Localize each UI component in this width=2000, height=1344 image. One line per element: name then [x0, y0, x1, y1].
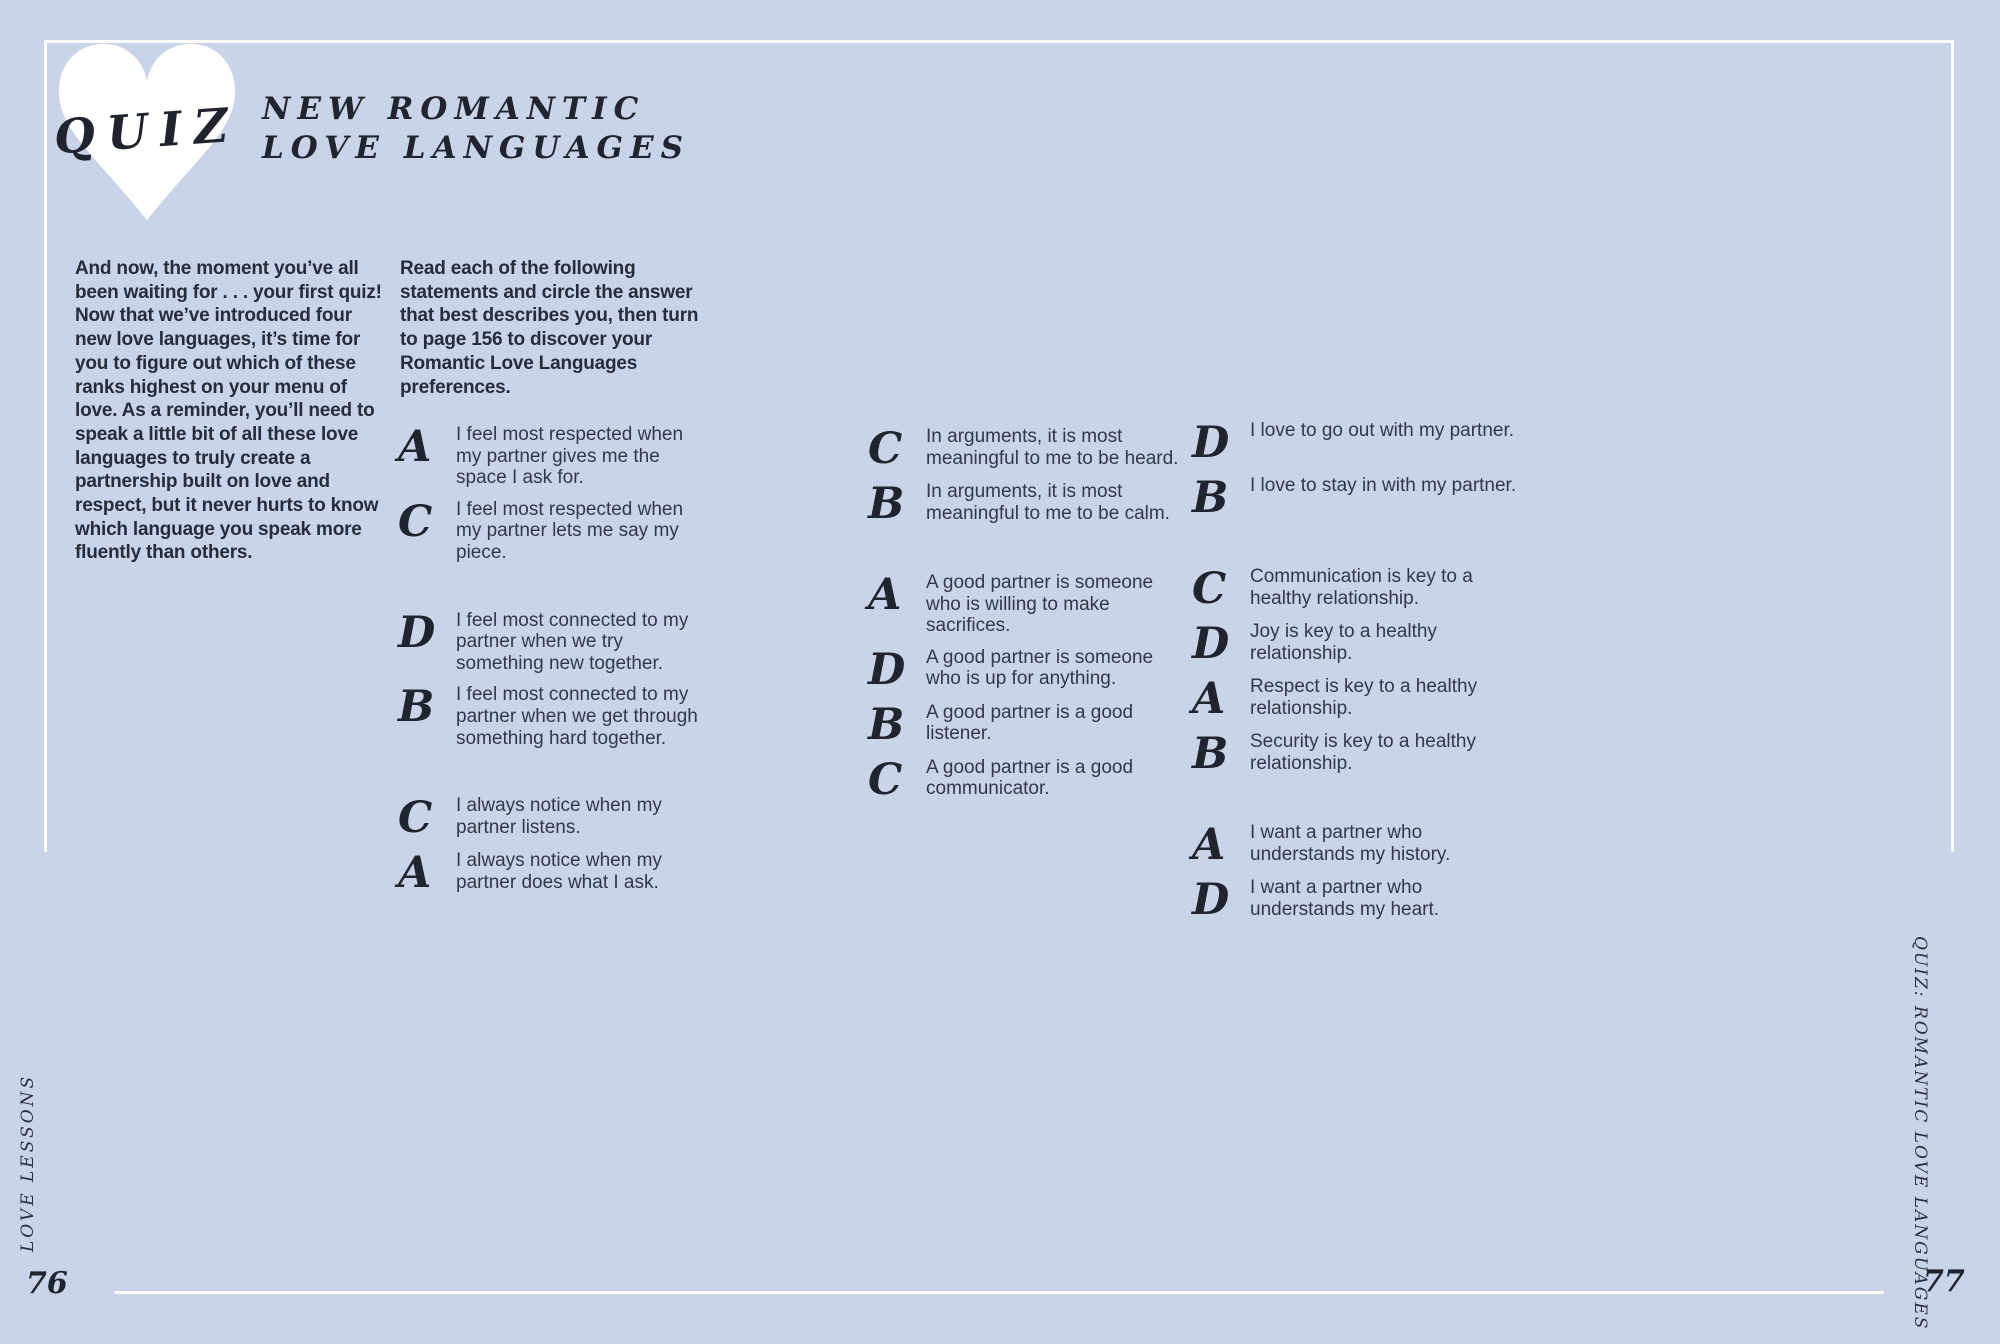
statement-text: Communication is key to a healthy relationship.: [1250, 566, 1473, 609]
quiz-item: [1192, 418, 1517, 468]
answer-letter: C: [868, 754, 903, 805]
quiz-group: [398, 793, 708, 899]
quiz-item: [868, 754, 1188, 805]
answer-letter: D: [1192, 875, 1230, 925]
page-title-line1: NEW ROMANTIC: [262, 91, 646, 127]
statement-text: Security is key to a healthy relationship.: [1250, 731, 1476, 774]
quiz-item: [868, 572, 1188, 637]
quiz-item: [1192, 473, 1517, 523]
quiz-group: [1192, 418, 1517, 523]
quiz-column-3: [1192, 420, 1517, 968]
answer-letter: D: [398, 607, 436, 658]
quiz-item: [398, 607, 708, 675]
answer-letter: A: [398, 422, 432, 472]
frame-bottom-line: [114, 1291, 1884, 1294]
quiz-item: [398, 848, 708, 899]
section-sidebar-label: QUIZ: ROMANTIC LOVE LANGUAGES: [1910, 936, 1930, 1331]
intro-paragraph: And now, the moment you’ve all been waiting for . . . your first quiz! Now that we’ve introduced four new love languages, it’s time for you to figure out which of these ranks highest on your menu of love. As a reminder, you’ll need to speak a little bit of all these love languages to truly create a partnership built on love and respect, but it never hurts to know which language you speak more fluently than others.: [75, 258, 382, 564]
quiz-item: [1192, 729, 1517, 779]
statement-text: A good partner is someone who is up for anything.: [926, 646, 1154, 690]
right-page-number: 77: [1923, 1264, 1965, 1299]
answer-letter: D: [868, 644, 906, 695]
quiz-item: [1192, 619, 1517, 669]
quiz-item: [1192, 674, 1517, 724]
statement-text: I love to stay in with my partner.: [1250, 475, 1517, 496]
answer-letter: D: [1192, 619, 1230, 669]
statement-text: I feel most respected when my partner gives me the space I ask for.: [456, 424, 684, 489]
quiz-item: [868, 424, 1188, 474]
quiz-item: [398, 793, 708, 844]
answer-letter: A: [1192, 820, 1226, 870]
statement-text: Respect is key to a healthy relationship.: [1250, 676, 1478, 719]
quiz-group: [868, 424, 1188, 529]
answer-letter: B: [398, 682, 435, 733]
answer-letter: B: [1192, 473, 1229, 523]
answer-letter: B: [868, 699, 905, 750]
quiz-item: [868, 644, 1188, 695]
statement-text: I feel most connected to my partner when we get through something hard together.: [456, 684, 698, 749]
frame-left-line: [44, 40, 47, 852]
quiz-item: [1192, 820, 1517, 870]
statement-text: In arguments, it is most meaningful to me to be heard.: [926, 426, 1179, 469]
quiz-item: [398, 684, 708, 749]
statement-text: A good partner is a good communicator.: [926, 756, 1134, 800]
quiz-group: [1192, 820, 1517, 925]
statement-text: I want a partner who understands my heart.: [1250, 877, 1440, 920]
statement-text: I always notice when my partner listens.: [456, 795, 662, 838]
quiz-item: [398, 496, 708, 564]
quiz-item: [398, 424, 708, 489]
answer-letter: A: [1192, 674, 1226, 724]
statement-text: I feel most connected to my partner when we try something new together.: [456, 609, 689, 674]
statement-text: I feel most respected when my partner lets me say my piece.: [456, 498, 684, 563]
statement-text: A good partner is someone who is willing to make sacrifices.: [926, 572, 1154, 637]
instructions-paragraph: Read each of the following statements and circle the answer that best describes you, then turn to page 156 to discover your Romantic Love Languages preferences.: [400, 258, 699, 398]
page-title: [262, 90, 690, 168]
quiz-column-2: [868, 426, 1188, 848]
left-page-number: 76: [26, 1266, 68, 1301]
quiz-heart-badge: [48, 38, 246, 226]
statement-text: I always notice when my partner does what I ask.: [456, 850, 662, 893]
answer-letter: C: [868, 424, 903, 474]
statement-text: Joy is key to a healthy relationship.: [1250, 621, 1437, 664]
answer-letter: C: [398, 496, 433, 547]
quiz-group: [868, 570, 1188, 805]
chapter-sidebar-label: LOVE LESSONS: [18, 1073, 38, 1252]
statement-text: I want a partner who understands my history.: [1250, 822, 1451, 865]
quiz-group: [1192, 564, 1517, 779]
answer-letter: C: [398, 793, 433, 844]
page-title-line2: LOVE LANGUAGES: [262, 130, 691, 166]
statement-text: In arguments, it is most meaningful to me to be calm.: [926, 481, 1170, 524]
quiz-item: [868, 699, 1188, 750]
answer-letter: A: [398, 848, 432, 899]
quiz-group: [398, 607, 708, 750]
statement-text: A good partner is a good listener.: [926, 701, 1134, 745]
quiz-group: [398, 424, 708, 564]
answer-letter: A: [868, 570, 902, 620]
answer-letter: B: [1192, 729, 1229, 779]
quiz-column-1: [398, 424, 708, 941]
answer-letter: D: [1192, 418, 1230, 468]
quiz-badge-label: QUIZ: [52, 97, 242, 166]
frame-right-line: [1951, 40, 1954, 852]
quiz-item: [1192, 564, 1517, 614]
statement-text: I love to go out with my partner.: [1250, 420, 1515, 441]
answer-letter: B: [868, 479, 905, 529]
quiz-item: [868, 479, 1188, 529]
quiz-item: [1192, 875, 1517, 925]
frame-top-line: [44, 40, 1954, 43]
answer-letter: C: [1192, 564, 1227, 614]
